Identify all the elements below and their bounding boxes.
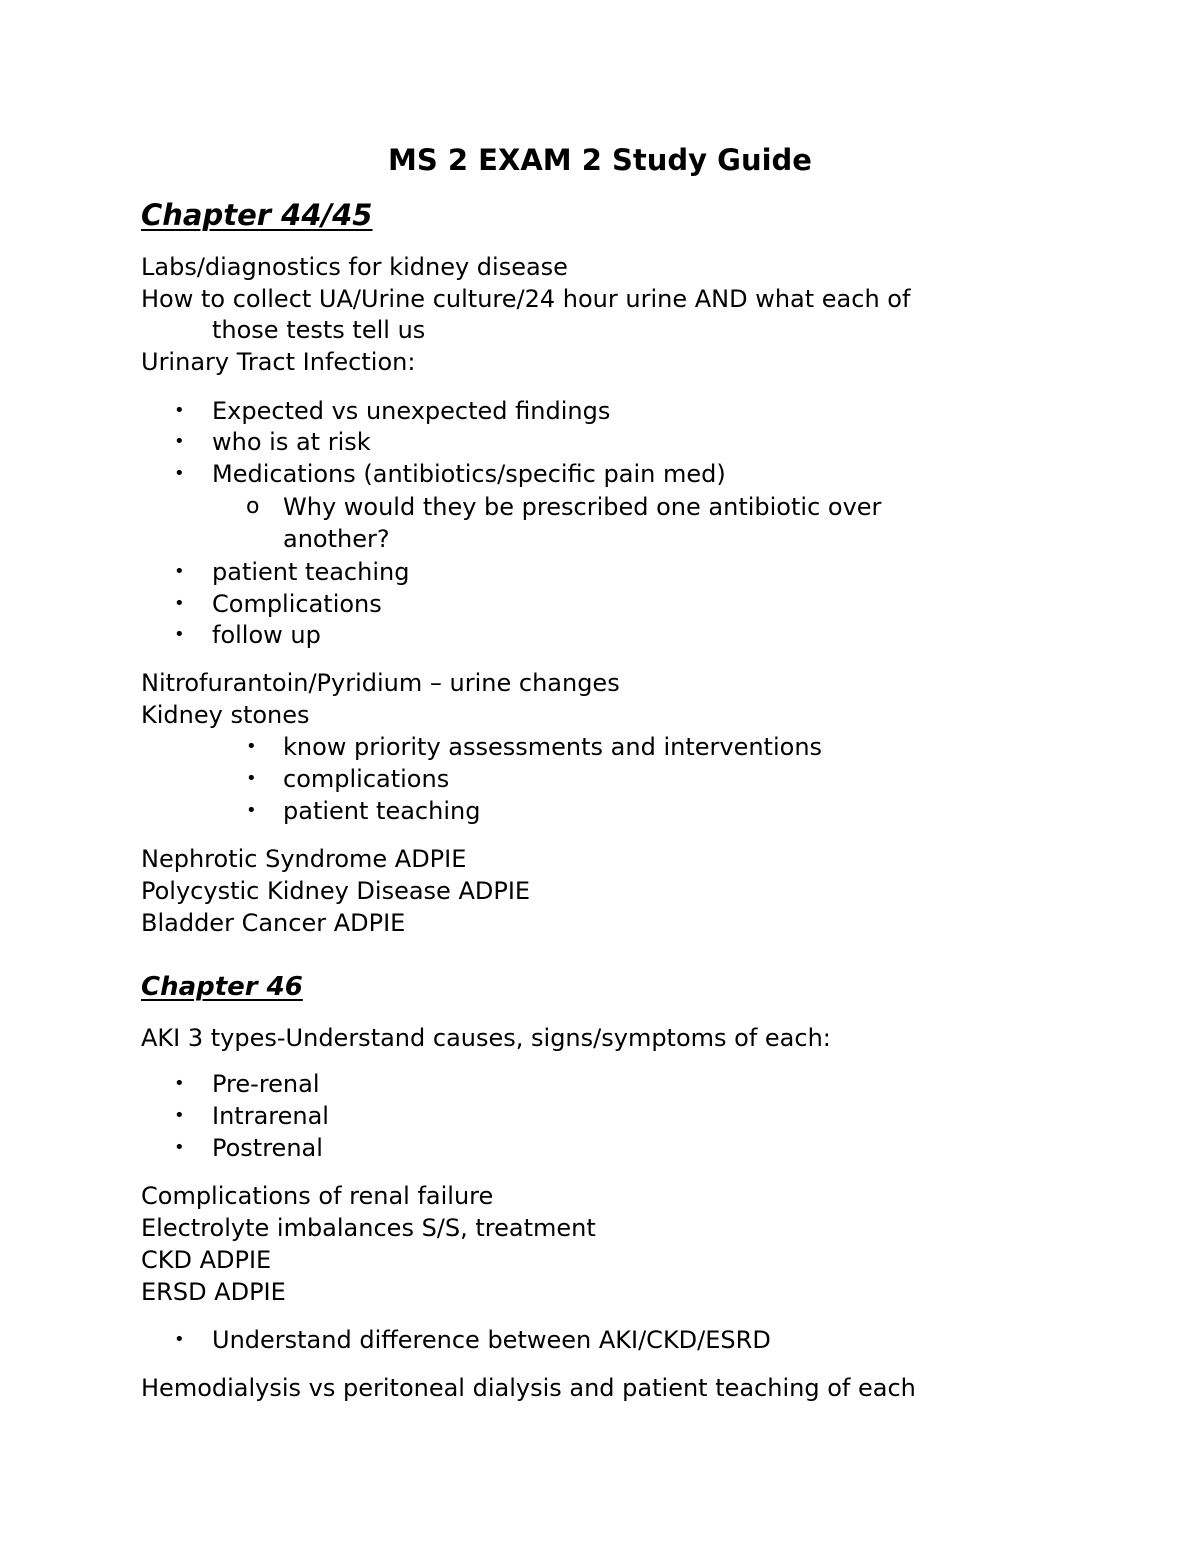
text-line-dialysis: Hemodialysis vs peritoneal dialysis and patient teaching of each [141,1374,916,1402]
sub-list-item: Why would they be prescribed one antibiotic over [283,493,882,521]
list-item: Pre-renal [212,1070,320,1098]
list-item: Postrenal [212,1134,323,1162]
text-line-ckd: CKD ADPIE [141,1246,272,1274]
bullet-icon: • [174,431,185,452]
list-item: Complications [212,590,382,618]
bullet-icon: • [246,736,257,757]
text-line-polycystic: Polycystic Kidney Disease ADPIE [141,877,531,905]
list-item: who is at risk [212,428,371,456]
list-item: follow up [212,621,321,649]
list-item: Understand difference between AKI/CKD/ESRD [212,1326,771,1354]
sub-list-item-cont: another? [283,525,390,553]
text-line-electrolyte: Electrolyte imbalances S/S, treatment [141,1214,596,1242]
bullet-icon: • [174,400,185,421]
bullet-icon: • [246,800,257,821]
list-item: Medications (antibiotics/specific pain med) [212,460,726,488]
bullet-icon: • [174,1329,185,1350]
text-line-ersd: ERSD ADPIE [141,1278,286,1306]
text-line-uti-heading: Urinary Tract Infection: [141,348,416,376]
text-line-collect-cont: those tests tell us [212,316,426,344]
list-item: Expected vs unexpected findings [212,397,611,425]
text-line-complications: Complications of renal failure [141,1182,494,1210]
text-line-aki: AKI 3 types-Understand causes, signs/symptoms of each: [141,1024,831,1052]
sub-bullet-icon: o [246,494,260,519]
list-item: patient teaching [283,797,481,825]
list-item: know priority assessments and interventions [283,733,823,761]
list-item: complications [283,765,450,793]
bullet-icon: • [174,463,185,484]
text-line-collect: How to collect UA/Urine culture/24 hour urine AND what each of [141,285,911,313]
bullet-icon: • [174,1073,185,1094]
text-line-nitro: Nitrofurantoin/Pyridium – urine changes [141,669,620,697]
list-item: Intrarenal [212,1102,329,1130]
bullet-icon: • [174,624,185,645]
text-line-labs: Labs/diagnostics for kidney disease [141,253,568,281]
text-line-bladder: Bladder Cancer ADPIE [141,909,406,937]
bullet-icon: • [246,768,257,789]
bullet-icon: • [174,1105,185,1126]
bullet-icon: • [174,561,185,582]
bullet-icon: • [174,593,185,614]
text-line-stones: Kidney stones [141,701,310,729]
document-title: MS 2 EXAM 2 Study Guide [388,143,812,177]
chapter-heading: Chapter 46 [141,972,303,1002]
bullet-icon: • [174,1137,185,1158]
list-item: patient teaching [212,558,410,586]
text-line-nephrotic: Nephrotic Syndrome ADPIE [141,845,467,873]
chapter-heading: Chapter 44/45 [141,198,373,232]
